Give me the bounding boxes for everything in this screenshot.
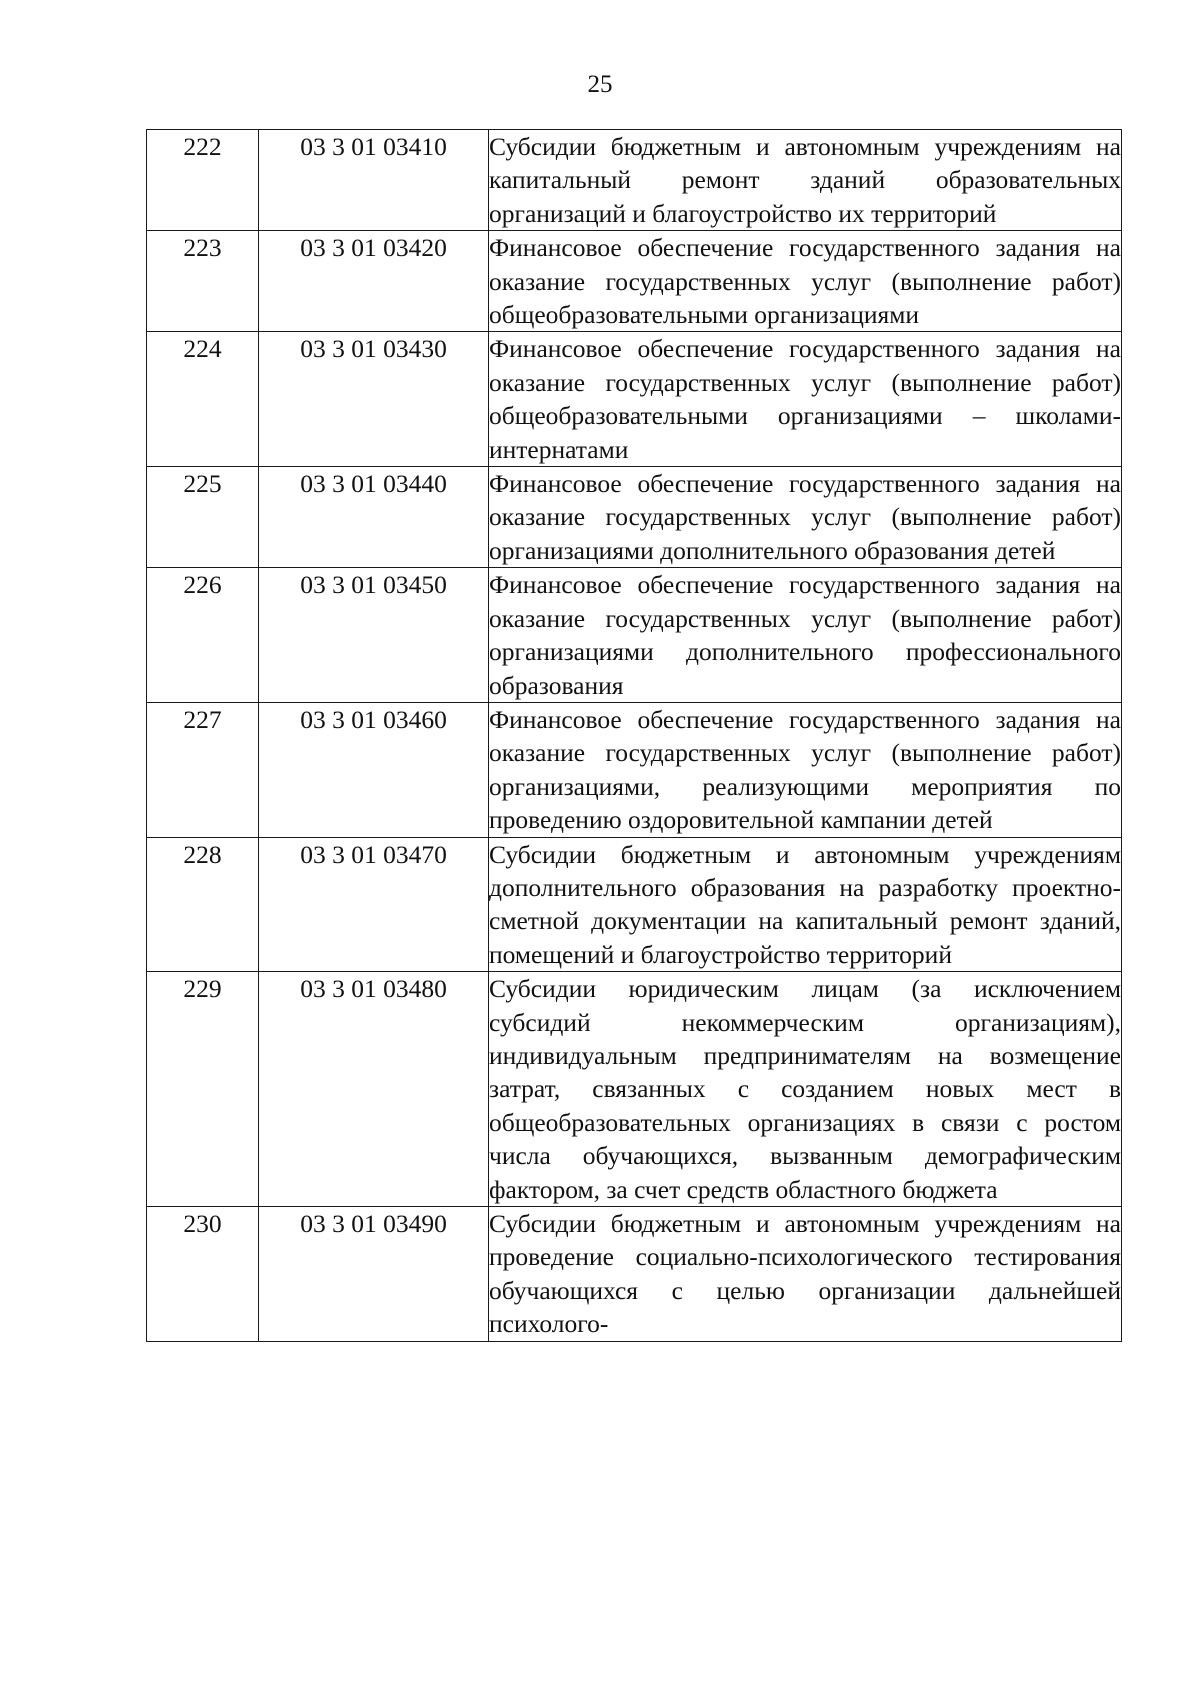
table-row	[147, 130, 1122, 231]
table-row	[147, 702, 1122, 837]
expense-description: Финансовое обеспечение государственного задания на оказание государственных услуг (выполнение работ) общеобразовательными организациями – школами-интернатами	[489, 334, 1121, 464]
expense-description: Субсидии бюджетным и автономным учреждениям на капитальный ремонт зданий образовательных организаций и благоустройство их территорий	[489, 132, 1121, 228]
row-number: 225	[147, 467, 259, 568]
expense-description: Финансовое обеспечение государственного задания на оказание государственных услуг (выполнение работ) организациями дополнительного профессионального образования	[489, 570, 1121, 700]
table-row	[147, 972, 1122, 1207]
budget-code: 03 3 01 03490	[259, 1207, 489, 1342]
expense-description: Финансовое обеспечение государственного задания на оказание государственных услуг (выполнение работ) организациями, реализующими мероприятия по проведению оздоровительной кампании детей	[489, 704, 1121, 835]
budget-classification-table	[146, 129, 1122, 1342]
budget-code: 03 3 01 03410	[259, 130, 489, 231]
table-row	[147, 837, 1122, 972]
row-number: 228	[147, 837, 259, 972]
table-row	[147, 568, 1122, 703]
expense-description: Субсидии бюджетным и автономным учреждениям на проведение социально-психологического тестирования обучающихся с целью организации дальнейшей психолого-	[489, 1209, 1121, 1339]
budget-code: 03 3 01 03440	[259, 467, 489, 568]
budget-code: 03 3 01 03480	[259, 972, 489, 1207]
row-number: 230	[147, 1207, 259, 1342]
expense-description: Финансовое обеспечение государственного задания на оказание государственных услуг (выполнение работ) общеобразовательными организациями	[489, 233, 1121, 330]
table-row	[147, 467, 1122, 568]
table-row	[147, 231, 1122, 332]
page-number: 25	[587, 71, 613, 98]
row-number: 222	[147, 130, 259, 231]
row-number: 226	[147, 568, 259, 703]
budget-code: 03 3 01 03450	[259, 568, 489, 703]
row-number: 227	[147, 702, 259, 837]
budget-code: 03 3 01 03420	[259, 231, 489, 332]
row-number: 223	[147, 231, 259, 332]
table-row	[147, 332, 1122, 467]
expense-description: Финансовое обеспечение государственного задания на оказание государственных услуг (выполнение работ) организациями дополнительного образования детей	[489, 469, 1121, 565]
row-number: 229	[147, 972, 259, 1207]
row-number: 224	[147, 332, 259, 467]
expense-description: Субсидии бюджетным и автономным учреждениям дополнительного образования на разработку проектно-сметной документации на капитальный ремонт зданий, помещений и благоустройство территорий	[489, 839, 1121, 969]
table-row	[147, 1207, 1122, 1342]
budget-code: 03 3 01 03470	[259, 837, 489, 972]
expense-description: Субсидии юридическим лицам (за исключением субсидий некоммерческим организациям), индивидуальным предпринимателям на возмещение затрат, связанных с созданием новых мест в общеобразовательных организациях в связи с ростом числа обучающихся, вызванным демографическим фактором, за счет средств областного бюджета	[489, 974, 1121, 1204]
budget-code: 03 3 01 03430	[259, 332, 489, 467]
budget-code: 03 3 01 03460	[259, 702, 489, 837]
